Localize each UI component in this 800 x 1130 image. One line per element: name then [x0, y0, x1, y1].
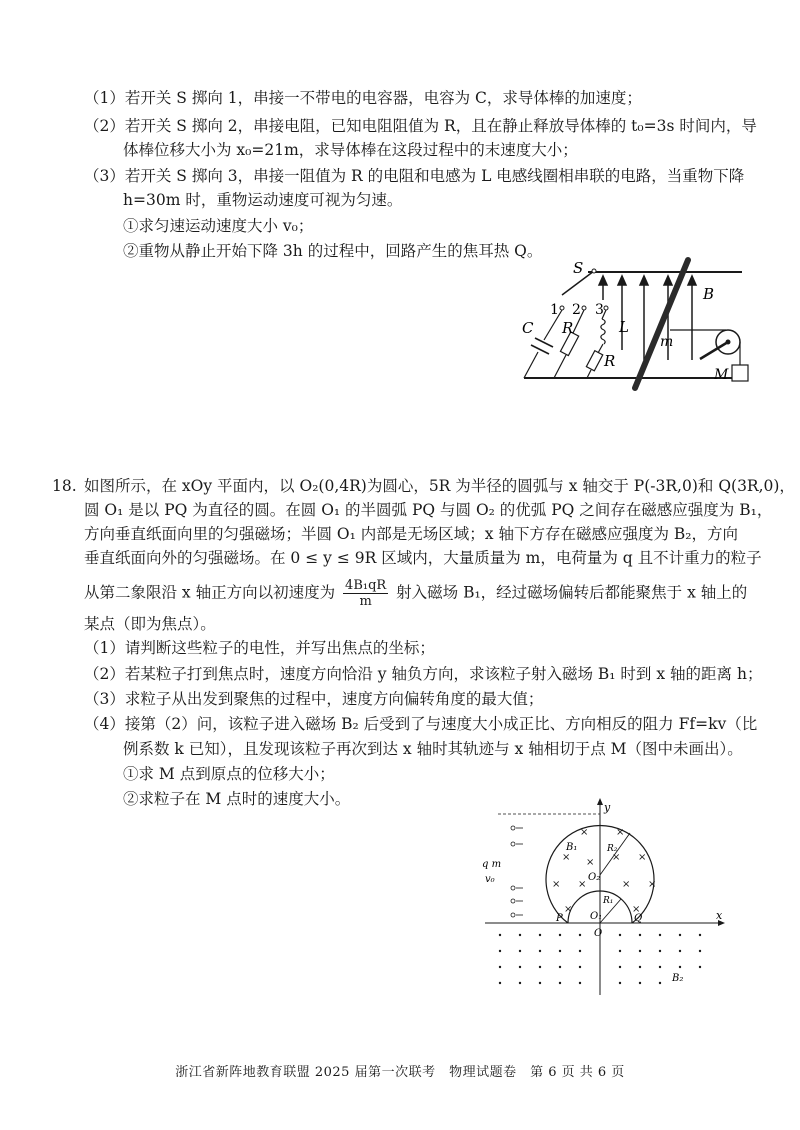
contact-2-label: 2 — [572, 302, 581, 318]
contact-1-label: 1 — [550, 302, 559, 318]
q18-stem-line4: 垂直纸面向外的匀强磁场。在 0 ≤ y ≤ 9R 区域内，大量质量为 m，电荷量为 q 且不计重力的粒子 — [84, 549, 762, 567]
b2-label: B₂ — [672, 973, 684, 984]
b1-label: B₁ — [566, 842, 578, 853]
y-axis-label: y — [604, 801, 611, 814]
q17-part2-line2: 体棒位移大小为 x₀=21m，求导体棒在这段过程中的末速度大小； — [123, 141, 578, 159]
q17-part3-sub1: ①求匀速运动速度大小 v₀； — [123, 217, 314, 235]
q18-stem-line1: 如图所示，在 xOy 平面内，以 O₂(0,4R)为圆心，5R 为半径的圆弧与 x 轴交于 P(-3R,0)和 Q(3R,0)， — [84, 477, 795, 495]
svg-text:×: × — [622, 879, 631, 890]
r2-label: R₂ — [607, 844, 618, 854]
q-label: Q — [634, 913, 643, 924]
particle-v0-label: v₀ — [485, 874, 495, 885]
q18-part3: （3）求粒子从出发到聚焦的过程中，速度方向偏转角度的最大值； — [84, 690, 544, 708]
q17-part3-line2: h=30m 时，重物运动速度可视为匀速。 — [123, 191, 403, 209]
svg-text:×: × — [578, 879, 587, 890]
q18-part4-sub1: ①求 M 点到原点的位移大小； — [123, 765, 335, 783]
svg-text:×: × — [580, 827, 589, 838]
r1-label: R₁ — [603, 896, 614, 906]
o1-label: O₁ — [590, 911, 603, 922]
q18-part4-sub2: ②求粒子在 M 点时的速度大小。 — [123, 790, 351, 808]
q18-part4-line1: （4）接第（2）问，该粒子进入磁场 B₂ 后受到了与速度大小成正比、方向相反的阻力 Ff=kv（比 — [84, 715, 758, 733]
svg-text:×: × — [562, 852, 571, 863]
q18-part1: （1）请判断这些粒子的电性，并写出焦点的坐标； — [84, 639, 435, 657]
svg-text:×: × — [632, 904, 641, 915]
q17-part1: （1）若开关 S 掷向 1，串接一不带电的电容器，电容为 C，求导体棒的加速度； — [84, 89, 642, 107]
svg-text:×: × — [586, 857, 595, 868]
switch-label: S — [573, 259, 584, 277]
fraction-numerator: 4B₁qR — [345, 578, 387, 593]
q17-circuit-figure — [510, 255, 760, 405]
inductor-label: L — [619, 318, 629, 336]
q18-part2: （2）若某粒子打到焦点时，速度方向恰沿 y 轴负方向，求该粒子射入磁场 B₁ 时到 x 轴的距离 h； — [84, 665, 763, 683]
fraction-denominator: m — [359, 594, 372, 609]
q18-stem-line5-after: 射入磁场 B₁，经过磁场偏转后都能聚焦于 x 轴上的 — [396, 583, 748, 602]
q18-stem-line5 — [84, 578, 747, 609]
q18-number: 18. — [52, 477, 77, 495]
svg-text:×: × — [564, 904, 573, 915]
svg-text:×: × — [552, 879, 561, 890]
field-label: B — [703, 285, 715, 303]
page-footer: 浙江省新阵地教育联盟 2025 届第一次联考 物理试题卷 第 6 页 共 6 页 — [175, 1065, 625, 1080]
svg-text:×: × — [616, 827, 625, 838]
q18-part4-line2: 例系数 k 已知），且发现该粒子再次到达 x 轴时其轨迹与 x 轴相切于点 M（图中未画出）。 — [123, 740, 743, 758]
resistor-1-label: R — [562, 319, 574, 337]
x-axis-label: x — [716, 909, 723, 922]
q18-field-figure — [480, 801, 730, 1000]
p-label: P — [556, 913, 563, 924]
resistor-2-label: R — [604, 352, 616, 370]
contact-3-label: 3 — [595, 302, 604, 318]
weight-label: M — [714, 367, 729, 383]
q18-stem-line6: 某点（即为焦点）。 — [84, 615, 216, 633]
svg-text:×: × — [648, 879, 657, 890]
svg-text:×: × — [638, 852, 647, 863]
origin-label: O — [594, 928, 603, 939]
capacitor-label: C — [522, 319, 534, 337]
q17-part3-line1: （3）若开关 S 掷向 3，串接一阻值为 R 的电阻和电感为 L 电感线圈相串联的电路，当重物下降 — [84, 167, 745, 185]
q18-stem-line5-before: 从第二象限沿 x 轴正方向以初速度为 — [84, 583, 336, 602]
svg-text:×: × — [612, 852, 621, 863]
particle-qm-label: q m — [482, 859, 502, 870]
initial-speed-fraction — [343, 578, 388, 609]
rod-mass-label: m — [660, 334, 674, 350]
q18-stem-line3: 方向垂直纸面向里的匀强磁场；半圆 O₁ 内部是无场区域；x 轴下方存在磁感应强度为 B₂，方向 — [84, 525, 738, 543]
q18-stem-line2: 圆 O₁ 是以 PQ 为直径的圆。在圆 O₁ 的半圆弧 PQ 与圆 O₂ 的优弧 PQ 之间存在磁感应强度为 B₁， — [84, 501, 773, 519]
q17-part3-sub2: ②重物从静止开始下降 3h 的过程中，回路产生的焦耳热 Q。 — [123, 242, 543, 260]
q17-part2-line1: （2）若开关 S 掷向 2，串接电阻，已知电阻阻值为 R，且在静止释放导体棒的 t₀=3s 时间内，导 — [84, 117, 757, 135]
o2-label: O₂ — [588, 872, 601, 883]
